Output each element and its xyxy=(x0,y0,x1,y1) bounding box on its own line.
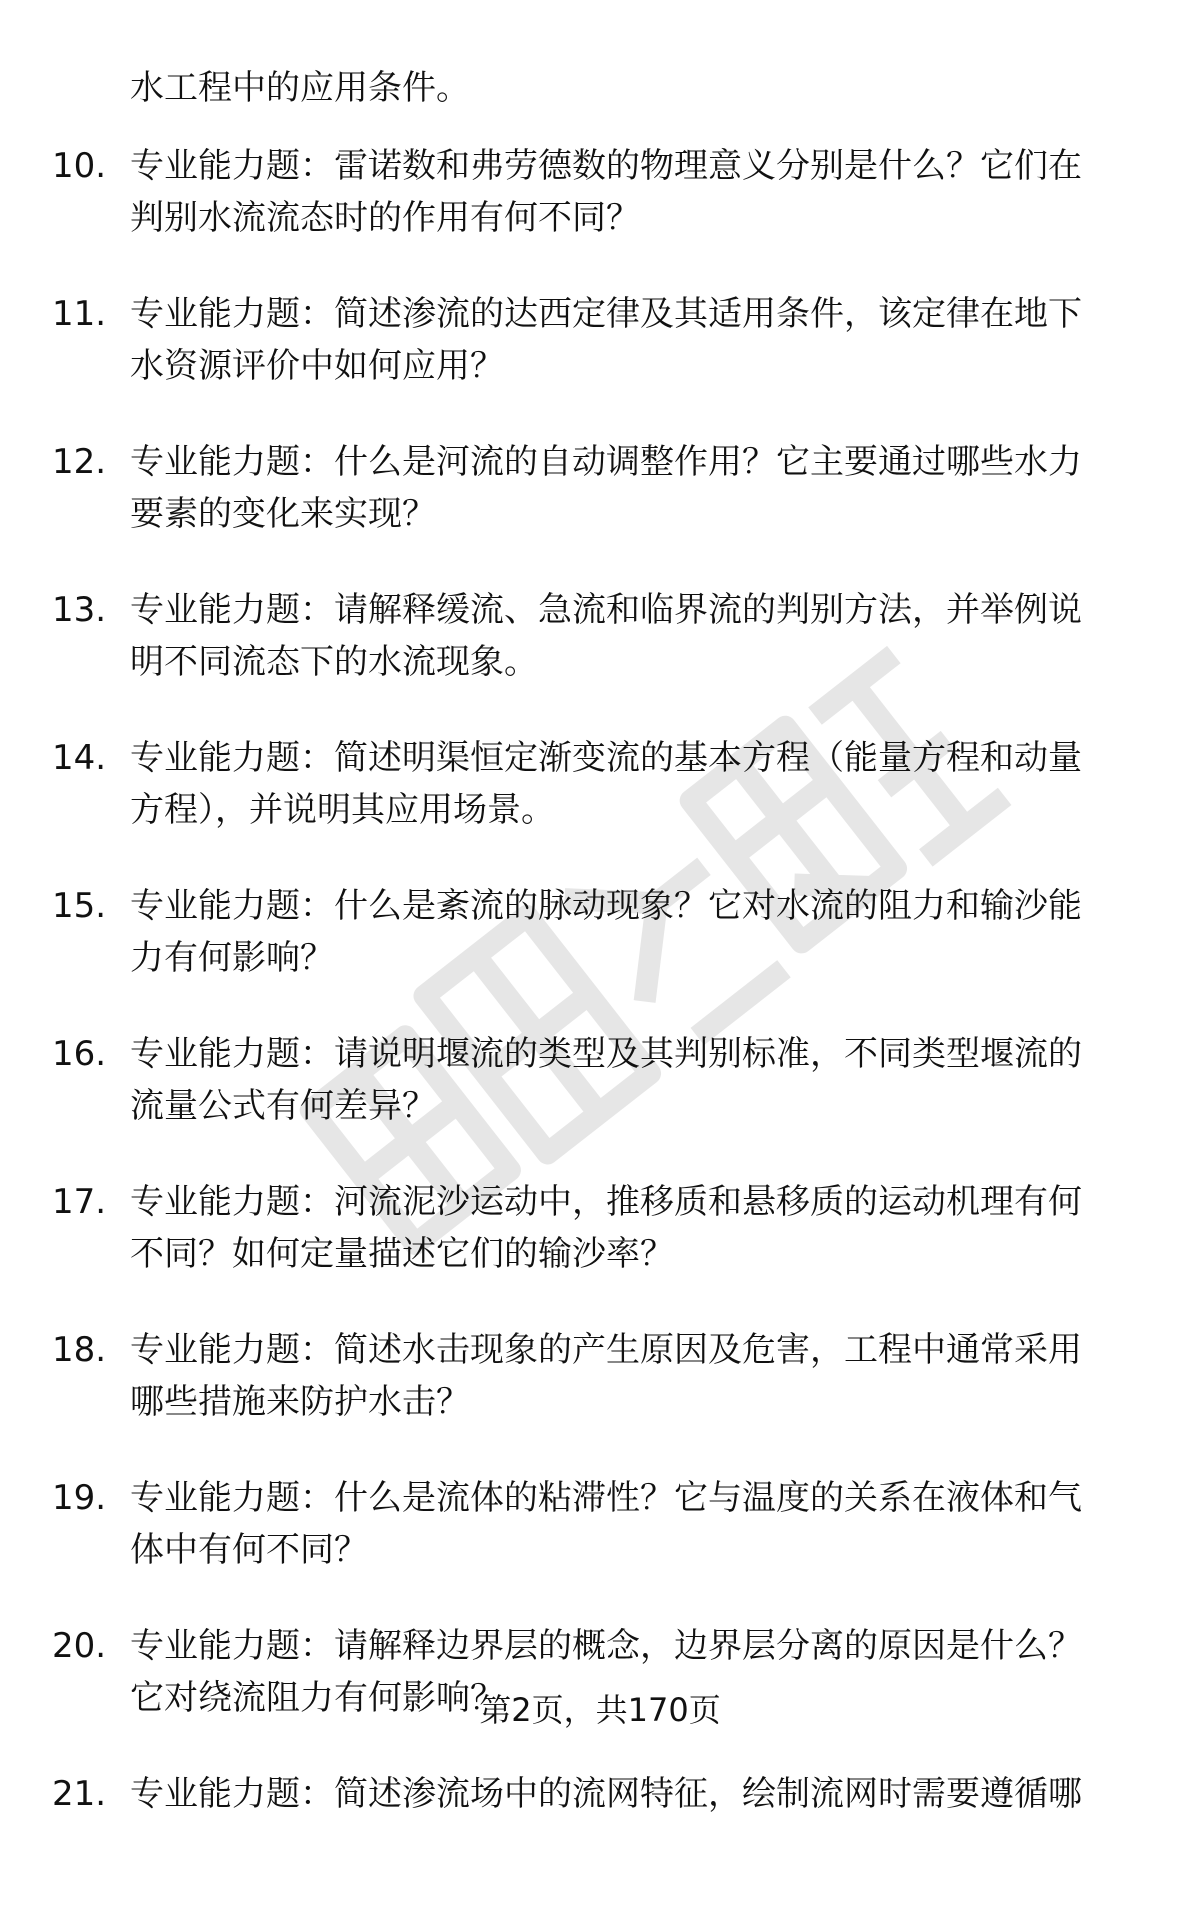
question-number: 11. xyxy=(52,294,107,334)
question-item xyxy=(0,1028,1200,1176)
question-text xyxy=(130,732,1140,836)
question-item xyxy=(0,1176,1200,1324)
question-line: 专业能力题：请说明堰流的类型及其判别标准，不同类型堰流的 xyxy=(130,1034,1082,1074)
question-line: 水资源评价中如何应用？ xyxy=(130,346,504,386)
question-text xyxy=(130,1176,1140,1280)
question-line: 专业能力题：简述渗流场中的流网特征，绘制流网时需要遵循哪 xyxy=(130,1774,1082,1814)
question-number: 21. xyxy=(52,1774,107,1814)
question-line: 专业能力题：什么是河流的自动调整作用？它主要通过哪些水力 xyxy=(130,442,1082,482)
question-line: 力有何影响？ xyxy=(130,938,334,978)
question-text xyxy=(130,1768,1140,1820)
question-number: 18. xyxy=(52,1330,107,1370)
question-line: 专业能力题：雷诺数和弗劳德数的物理意义分别是什么？它们在 xyxy=(130,146,1082,186)
question-text xyxy=(130,140,1140,244)
question-line: 不同？如何定量描述它们的输沙率？ xyxy=(130,1234,674,1274)
question-item xyxy=(0,880,1200,1028)
question-line: 哪些措施来防护水击？ xyxy=(130,1382,470,1422)
question-number: 10. xyxy=(52,146,107,186)
question-number: 17. xyxy=(52,1182,107,1222)
question-number: 20. xyxy=(52,1626,107,1666)
question-item xyxy=(0,1324,1200,1472)
question-list xyxy=(0,140,1200,1916)
question-item xyxy=(0,1768,1200,1916)
question-line: 专业能力题：简述明渠恒定渐变流的基本方程（能量方程和动量 xyxy=(130,738,1082,778)
question-line: 判别水流流态时的作用有何不同？ xyxy=(130,198,640,238)
question-item xyxy=(0,584,1200,732)
question-line: 体中有何不同？ xyxy=(130,1530,368,1570)
question-text xyxy=(130,1028,1140,1132)
question-line: 专业能力题：河流泥沙运动中，推移质和悬移质的运动机理有何 xyxy=(130,1182,1082,1222)
question-line: 专业能力题：请解释缓流、急流和临界流的判别方法，并举例说 xyxy=(130,590,1082,630)
question-number: 12. xyxy=(52,442,107,482)
question-item xyxy=(0,732,1200,880)
question-line: 要素的变化来实现？ xyxy=(130,494,436,534)
question-text xyxy=(130,880,1140,984)
question-number: 14. xyxy=(52,738,107,778)
question-line: 专业能力题：什么是紊流的脉动现象？它对水流的阻力和输沙能 xyxy=(130,886,1082,926)
question-number: 16. xyxy=(52,1034,107,1074)
question-text xyxy=(130,1324,1140,1428)
continuation-text: 水工程中的应用条件。 xyxy=(130,68,470,108)
page-number-footer: 第2页，共170页 xyxy=(479,1691,721,1729)
question-text xyxy=(130,436,1140,540)
question-line: 明不同流态下的水流现象。 xyxy=(130,642,538,682)
question-number: 19. xyxy=(52,1478,107,1518)
question-item xyxy=(0,1472,1200,1620)
question-line: 专业能力题：简述水击现象的产生原因及危害，工程中通常采用 xyxy=(130,1330,1082,1370)
question-line: 专业能力题：简述渗流的达西定律及其适用条件，该定律在地下 xyxy=(130,294,1082,334)
question-line: 专业能力题：什么是流体的粘滞性？它与温度的关系在液体和气 xyxy=(130,1478,1082,1518)
question-item xyxy=(0,288,1200,436)
question-line: 它对绕流阻力有何影响？ xyxy=(130,1678,504,1718)
question-item xyxy=(0,140,1200,288)
question-line: 方程），并说明其应用场景。 xyxy=(130,790,555,830)
question-text xyxy=(130,584,1140,688)
question-line: 专业能力题：请解释边界层的概念，边界层分离的原因是什么？ xyxy=(130,1626,1082,1666)
question-item xyxy=(0,436,1200,584)
question-number: 15. xyxy=(52,886,107,926)
question-text xyxy=(130,1472,1140,1576)
question-text xyxy=(130,288,1140,392)
question-number: 13. xyxy=(52,590,107,630)
question-line: 流量公式有何差异？ xyxy=(130,1086,436,1126)
